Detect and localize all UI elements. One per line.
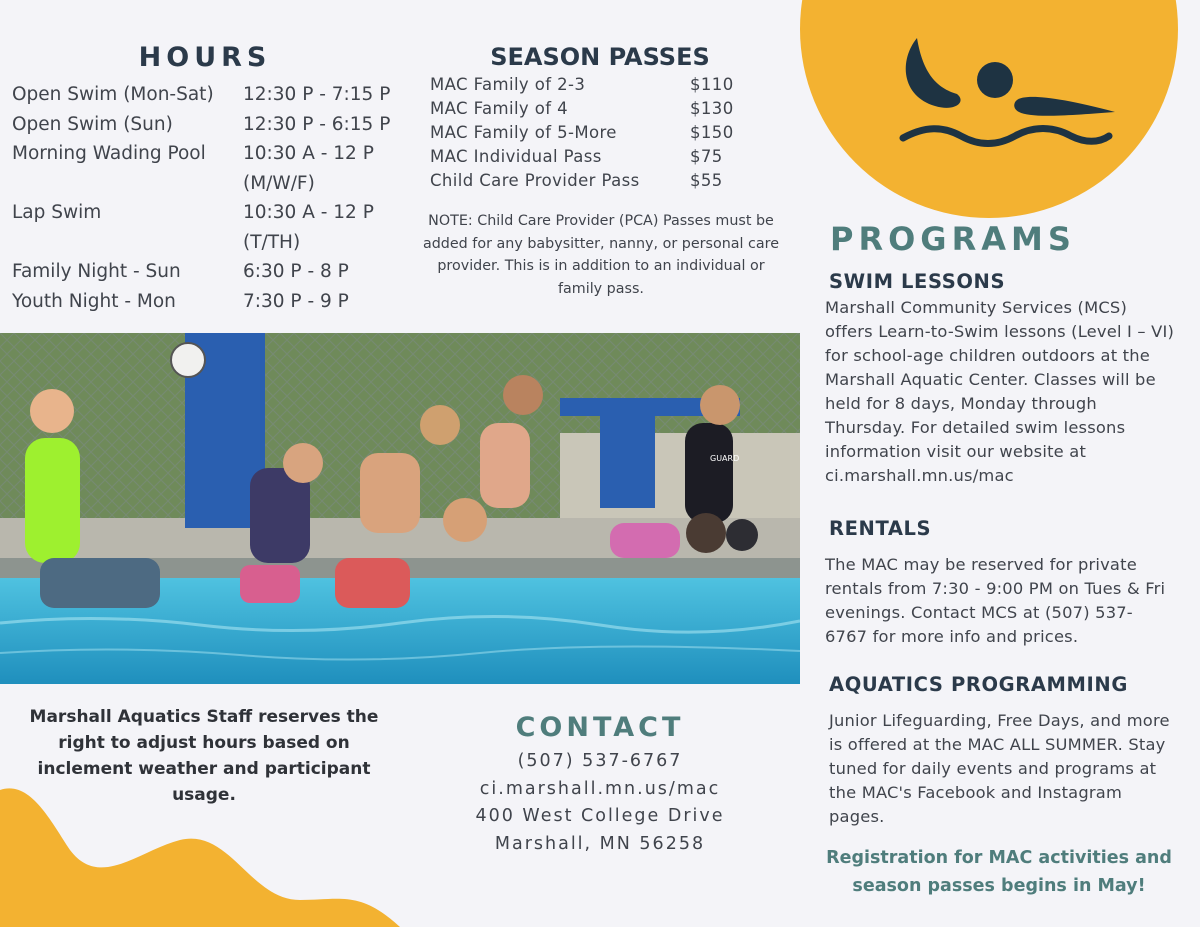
contact-address-line2: Marshall, MN 56258: [494, 833, 706, 854]
hours-time: 6:30 P - 8 P: [243, 261, 349, 282]
pass-row: [430, 145, 760, 169]
hours-table: [12, 80, 412, 316]
aquatics-heading: AQUATICS PROGRAMMING: [829, 673, 1128, 696]
pool-photo: [0, 333, 800, 684]
contact-address-line1: 400 West College Drive: [475, 806, 725, 826]
hours-row: [12, 80, 412, 110]
hours-row: [12, 287, 412, 317]
hours-label: Morning Wading Pool: [12, 143, 206, 164]
hours-time: [243, 198, 412, 257]
pass-row: [430, 73, 760, 97]
hours-time: [243, 139, 412, 198]
pass-name: MAC Family of 5-More: [430, 123, 617, 142]
swimsuit-text: GUARD: [710, 454, 740, 463]
swimmer-logo-icon: [895, 30, 1120, 155]
swim-lessons-text: Marshall Community Services (MCS) offers Learn-to-Swim lessons (Level I – VI) for school-age children outdoors at the Marshall Aquatic Center. Classes will be held for 8 days, Monday through Thursday. For detailed swim lessons information visit our website at ci.marshall.mn.us/mac: [825, 298, 1175, 485]
hours-label: Family Night - Sun: [12, 261, 181, 282]
pass-name: MAC Individual Pass: [430, 147, 602, 166]
hours-label: Lap Swim: [12, 202, 102, 223]
hours-row: [12, 257, 412, 287]
rentals-text: The MAC may be reserved for private rentals from 7:30 - 9:00 PM on Tues & Fri evenings. Contact MCS at (507) 537-6767 for more info and prices.: [825, 555, 1166, 646]
registration-callout: Registration for MAC activities and season passes begins in May!: [826, 848, 1172, 896]
hours-time-line: 10:30 A - 12 P: [243, 202, 374, 223]
pass-name: MAC Family of 2-3: [430, 75, 586, 94]
hours-time-line: 10:30 A - 12 P: [243, 143, 374, 164]
swim-lessons-heading: SWIM LESSONS: [829, 270, 1006, 293]
hours-row: [12, 110, 412, 140]
aquatics-text: Junior Lifeguarding, Free Days, and more is offered at the MAC ALL SUMMER. Stay tuned for daily events and programs at the MAC's Facebook and Instagram pages.: [829, 711, 1170, 826]
season-passes-table: [430, 73, 760, 193]
hours-title: HOURS: [138, 42, 272, 73]
hours-time: 12:30 P - 7:15 P: [243, 84, 391, 105]
contact-title: CONTACT: [515, 712, 685, 743]
passes-note: NOTE: Child Care Provider (PCA) Passes must be added for any babysitter, nanny, or personal care provider. This is in addition to an individual or family pass.: [422, 213, 780, 297]
pass-price: $110: [690, 75, 734, 94]
pass-price: $150: [690, 123, 734, 142]
hours-time: 7:30 P - 9 P: [243, 290, 349, 312]
staff-note: Marshall Aquatics Staff reserves the right to adjust hours based on inclement weather and participant usage.: [29, 707, 379, 805]
hours-days-line: (T/TH): [243, 231, 301, 253]
hours-label: Youth Night - Mon: [12, 290, 176, 312]
hours-row: [12, 139, 412, 198]
pass-name: MAC Family of 4: [430, 99, 568, 118]
hours-row: [12, 198, 412, 257]
rentals-heading: RENTALS: [829, 517, 932, 540]
contact-website: ci.marshall.mn.us/mac: [479, 778, 721, 799]
hours-label: Open Swim (Sun): [12, 113, 173, 135]
hours-label: Open Swim (Mon-Sat): [12, 84, 214, 105]
hours-days-line: (M/W/F): [243, 172, 315, 194]
pass-row: [430, 97, 760, 121]
pool-photo-illustration: [0, 333, 800, 684]
contact-phone: (507) 537-6767: [517, 751, 683, 771]
contact-block: [420, 748, 780, 858]
hours-time: 12:30 P - 6:15 P: [243, 113, 391, 135]
pass-row: [430, 121, 760, 145]
pass-name: Child Care Provider Pass: [430, 171, 640, 190]
pass-row: [430, 169, 760, 193]
programs-title: PROGRAMS: [830, 220, 1076, 258]
pass-price: $130: [690, 99, 734, 118]
season-passes-title: SEASON PASSES: [490, 43, 710, 71]
decorative-wave-blob: [0, 780, 420, 927]
pass-price: $55: [690, 171, 723, 190]
pass-price: $75: [690, 147, 723, 166]
